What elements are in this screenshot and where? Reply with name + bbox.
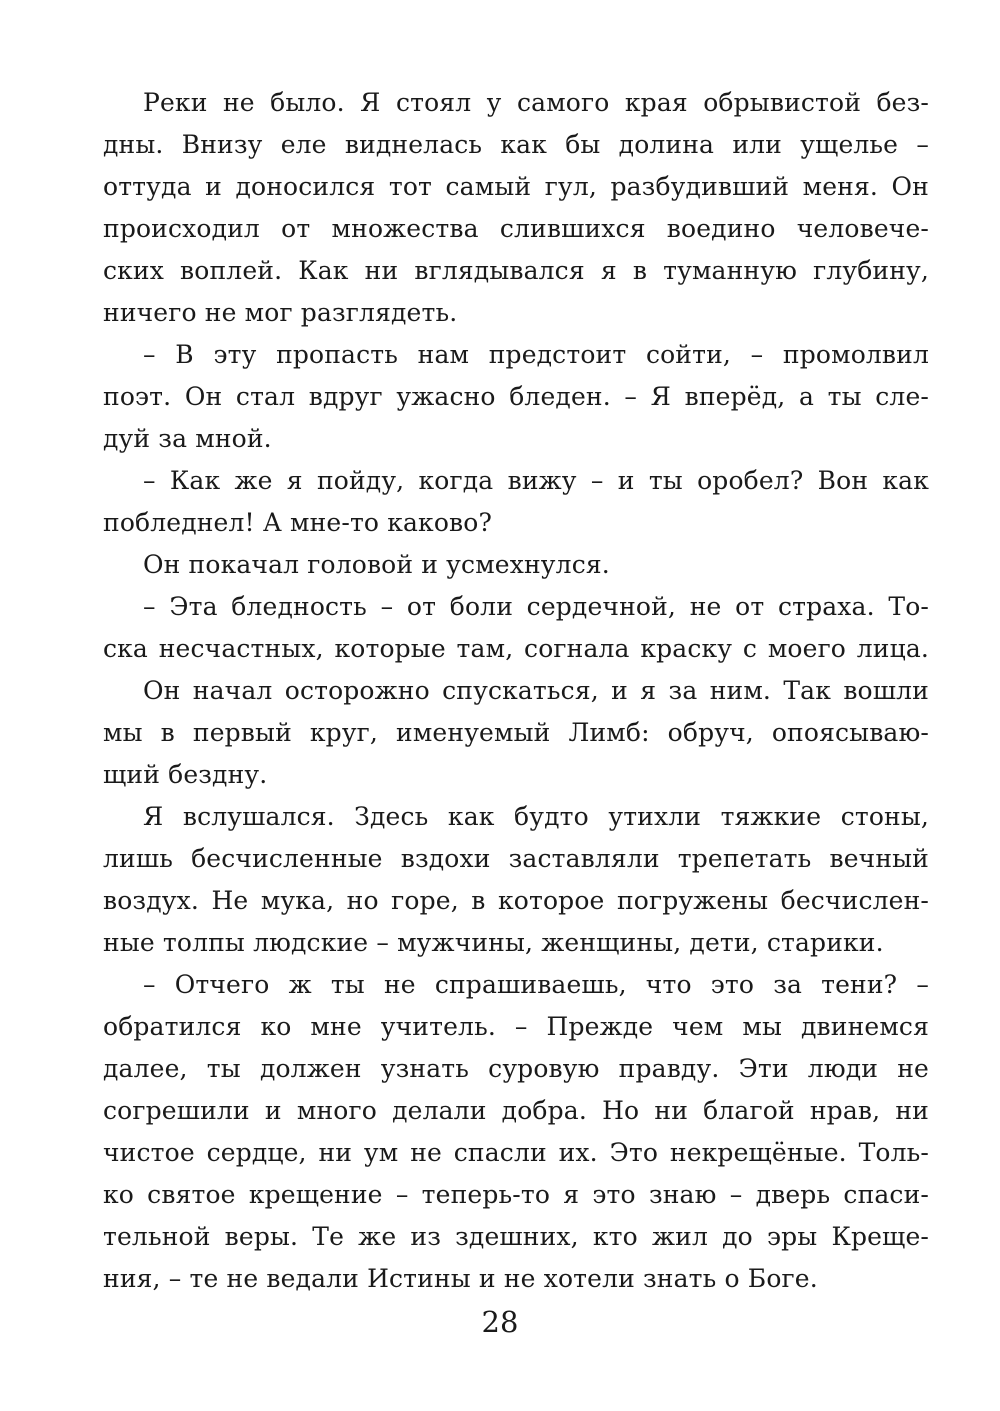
text-line: дны. Внизу еле виднелась как бы долина или ущелье –: [103, 130, 929, 159]
body-text: [103, 82, 929, 1300]
text-line: дуй за мной.: [103, 424, 272, 453]
text-line: – В эту пропасть нам предстоит сойти, – промолвил: [143, 340, 929, 369]
text-line: ничего не мог разглядеть.: [103, 298, 458, 327]
text-line: ских воплей. Как ни вглядывался я в туманную глубину,: [103, 256, 929, 285]
text-line: Реки не было. Я стоял у самого края обрывистой без-: [143, 88, 929, 117]
text-line: лишь бесчисленные вздохи заставляли трепетать вечный: [103, 844, 929, 873]
text-line: обратился ко мне учитель. – Прежде чем мы двинемся: [103, 1012, 929, 1041]
text-line: далее, ты должен узнать суровую правду. Эти люди не: [103, 1054, 929, 1083]
text-line: согрешили и много делали добра. Но ни благой нрав, ни: [103, 1096, 929, 1125]
text-line: мы в первый круг, именуемый Лимб: обруч, опоясываю-: [103, 718, 929, 747]
page-number: 28: [481, 1305, 519, 1339]
text-line: оттуда и доносился тот самый гул, разбудивший меня. Он: [103, 172, 929, 201]
text-line: ния, – те не ведали Истины и не хотели знать о Боге.: [103, 1264, 818, 1293]
text-line: Я вслушался. Здесь как будто утихли тяжкие стоны,: [143, 802, 929, 831]
text-line: ные толпы людские – мужчины, женщины, дети, старики.: [103, 928, 884, 957]
text-line: – Как же я пойду, когда вижу – и ты оробел? Вон как: [143, 466, 929, 495]
text-line: тельной веры. Те же из здешних, кто жил до эры Креще-: [103, 1222, 929, 1251]
text-line: Он начал осторожно спускаться, и я за ним. Так вошли: [143, 676, 929, 705]
text-line: щий бездну.: [103, 760, 268, 789]
text-line: – Эта бледность – от боли сердечной, не от страха. То-: [143, 592, 929, 621]
text-line: Он покачал головой и усмехнулся.: [143, 550, 610, 579]
text-line: побледнел! А мне-то каково?: [103, 508, 493, 537]
text-line: ска несчастных, которые там, согнала краску с моего лица.: [103, 634, 929, 663]
text-line: чистое сердце, ни ум не спасли их. Это некрещёные. Толь-: [103, 1138, 929, 1167]
text-line: происходил от множества слившихся воедино человече-: [103, 214, 929, 243]
text-line: ко святое крещение – теперь-то я это знаю – дверь спаси-: [103, 1180, 929, 1209]
text-line: – Отчего ж ты не спрашиваешь, что это за тени? –: [143, 970, 929, 999]
text-line: поэт. Он стал вдруг ужасно бледен. – Я вперёд, а ты сле-: [103, 382, 929, 411]
text-line: воздух. Не мука, но горе, в которое погружены бесчислен-: [103, 886, 929, 915]
